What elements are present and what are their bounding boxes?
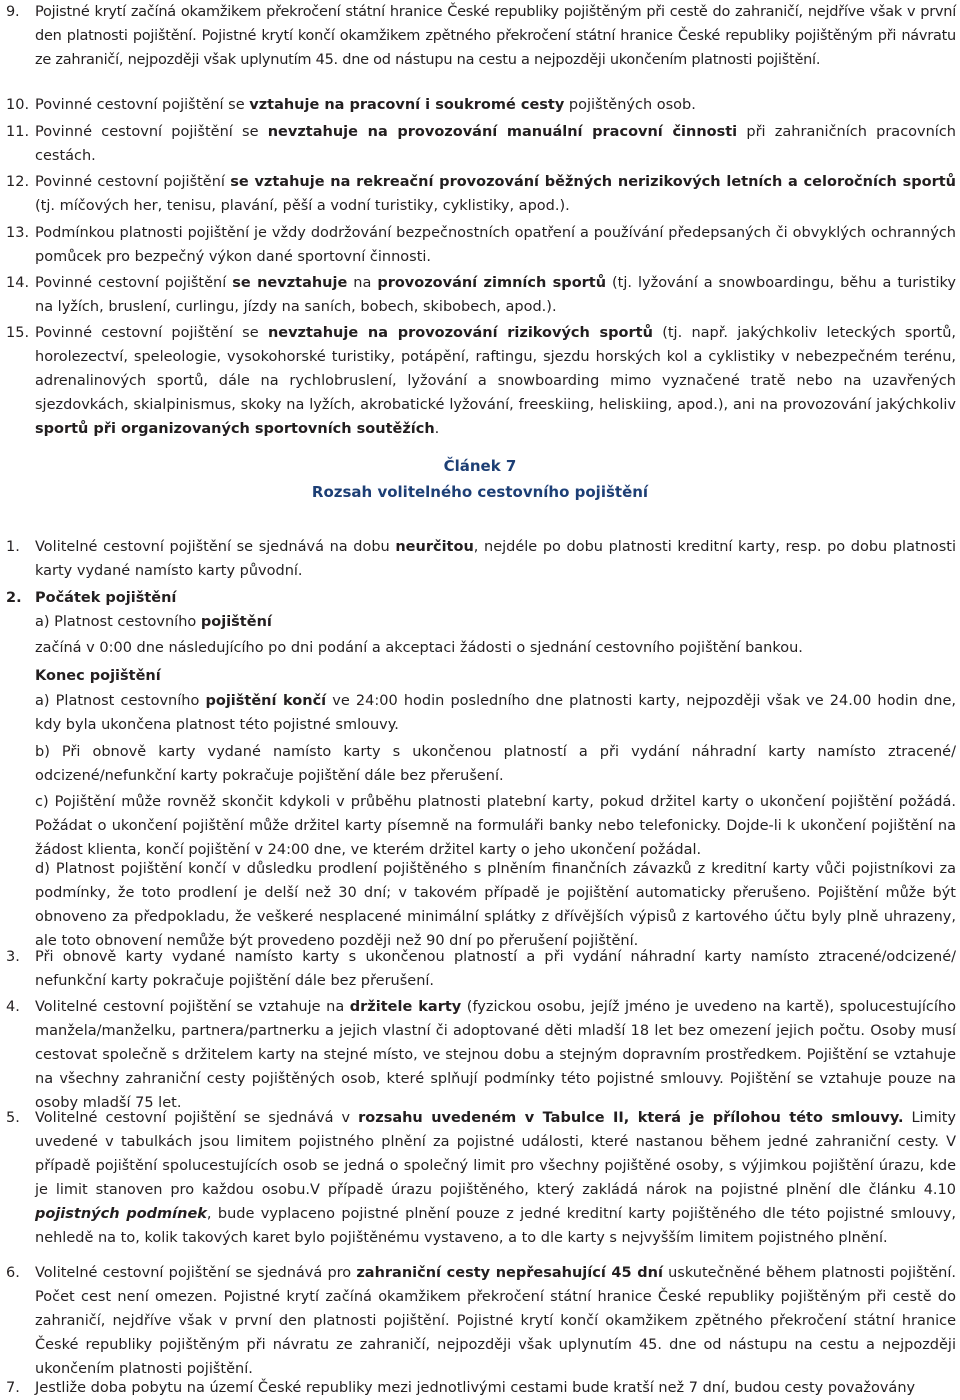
article-title: Rozsah volitelného cestovního pojištění <box>311 483 649 501</box>
item-number: 11. <box>6 124 30 140</box>
numbered-item <box>0 1106 956 1250</box>
bold-text: rozsahu uvedeném v Tabulce II, která je přílohou této smlouvy. <box>358 1110 904 1126</box>
item-text <box>35 120 956 168</box>
bold-text: se nevztahuje <box>232 275 348 291</box>
text-run: Povinné cestovní pojištění se <box>35 124 268 140</box>
numbered-item <box>0 271 956 319</box>
item-number: 13. <box>6 225 30 241</box>
item-number: 3. <box>6 949 20 965</box>
numbered-item <box>0 321 956 441</box>
text-run: na <box>347 275 378 291</box>
article-number: Článek 7 <box>443 457 517 475</box>
numbered-item <box>0 120 956 168</box>
text-run: ve 24:00 hodin posledního dne platnosti karty, nejpozději však ve 24.00 hodin dne, kdy byla ukončena platnost této pojistné smlouvy. <box>35 693 956 733</box>
item-number: 2. <box>6 590 22 606</box>
numbered-item <box>0 945 956 993</box>
text-run: Limity uvedené v tabulkách jsou limitem pojistného plnění za pojistné události, které nastanou během jedné zahraniční cesty. V případě pojištění spolucestujících osob se jedná o společný limit pro všechny pojištěné osoby, s výjimkou pojištění úrazu, kde je limit stanoven pro každou osobu.V případě úrazu pojištěného, který zakládá nárok na pojistné plnění dle článku 4.10 <box>35 1110 956 1198</box>
text-run: Při obnově karty vydané namísto karty s ukončenou platností a při vydání náhradní karty namísto ztracené/odcizené/ nefunkční karty pokračuje pojištění dále bez přerušení. <box>35 949 956 989</box>
text-run: Pojistné krytí začíná okamžikem překročení státní hranice České republiky pojištěným při cestě do zahraničí, nejdříve však v první den platnosti pojištění. Pojistné krytí končí okamžikem zpětného překročení státní hranice České republiky pojištěným při návratu ze zahraničí, nejpozději však uplynutím 45. dne od nástupu na cestu a nejpozději ukončením platnosti pojištění. <box>35 4 956 68</box>
text-run: c) Pojištění může rovněž skončit kdykoli v průběhu platnosti platební karty, pokud držitel karty o ukončení pojištění požádá. Požádat o ukončení pojištění může držitel karty písemně na formuláři banky nebo telefonicky. Dojde-li k ukončení pojištění na žádost klienta, končí pojištění v 24:00 dne, ve kterém držitel karty o jeho ukončení požádal. <box>35 794 956 858</box>
text-run: pojištěných osob. <box>564 97 696 113</box>
end-heading: Konec pojištění <box>35 668 161 684</box>
text-run: (fyzickou osobu, jejíž jméno je uvedeno na kartě), spolucestujícího manžela/manželku, partnera/partnerku a jejich vlastní či adoptované děti mladší 18 let bez omezení jejich počtu. Osoby musí cestovat společně s držitelem karty na stejné místo, ve stejnou dobu a stejným dopravním prostředkem. Pojištění se vztahuje na všechny zahraniční cesty pojištěných osob, které splňují podmínky této pojistné smlouvy. Pojištění se vztahuje pouze na osoby mladší 75 let. <box>35 999 956 1111</box>
text-run: (tj. např. jakýchkoliv leteckých sportů, horolezectví, speleologie, vysokohorské turistiky, potápění, raftingu, sjezdu horských kol a cyklistiky v nebezpečném terénu, adrenalinových sportů, dále na rychlobruslení, lyžování a snowboarding mimo vyznačené tratě nebo na uzavřených sjezdovkách, skialpinismus, skoky na lyžích, akrobatické lyžování, freeskiing, heliskiing, apod.), ani na provozování jakýchkoliv <box>35 325 957 413</box>
text-run: , nejdéle po dobu platnosti kreditní karty, resp. po dobu platnosti karty vydané namísto karty původní. <box>35 539 956 579</box>
numbered-item <box>0 535 956 583</box>
end-subitem <box>35 740 956 788</box>
bold-text: nevztahuje na provozování rizikových sportů <box>267 325 653 341</box>
item-text <box>35 1376 956 1400</box>
text-run: Podmínkou platnosti pojištění je vždy dodržování bezpečnostních opatření a používání předepsaných či obvyklých ochranných pomůcek pro bezpečný výkon dané sportovní činnosti. <box>35 225 956 265</box>
item-number: 4. <box>6 999 20 1015</box>
bold-text: se vztahuje na rekreační provozování běžných nerizikových letních a celoročních sportů <box>230 174 956 190</box>
text-run: (tj. lyžování a snowboardingu, běhu a turistiky na lyžích, bruslení, curlingu, jízdy na saních, bobech, skibobech, apod.). <box>35 275 956 315</box>
item-text <box>35 995 956 1115</box>
numbered-item <box>0 93 956 117</box>
item-heading: Počátek pojištění <box>35 590 177 606</box>
text-run: Povinné cestovní pojištění <box>35 275 233 291</box>
item-number: 14. <box>6 275 30 291</box>
bold-text: provozování zimních sportů <box>377 275 607 291</box>
text-run: Povinné cestovní pojištění <box>35 174 231 190</box>
numbered-item <box>0 0 956 72</box>
start-line-a: a) Platnost cestovního pojištění <box>35 614 272 630</box>
numbered-item <box>0 170 956 218</box>
bold-text: pojištění končí <box>205 693 327 709</box>
text-run: d) Platnost pojištění končí v důsledku prodlení pojištěného s plněním finančních závazků z kreditní karty vůči pojistníkovi za podmínky, že toto prodlení je delší než 30 dní; v takovém případě je pojištění automaticky přerušeno. Pojištění může být obnoveno za předpokladu, že veškeré nesplacené minimální splátky z dřívějších výpisů z kartového účtu byly plně uhrazeny, ale toto obnovení nemůže být provedeno později než 90 dní po přerušení pojištění. <box>35 861 956 949</box>
end-subitem <box>35 857 956 953</box>
item-text <box>35 0 956 72</box>
start-line-text: začíná v 0:00 dne následujícího po dni podání a akceptaci žádosti o sjednání cestovního pojištění bankou. <box>35 640 803 656</box>
bold-text: zahraniční cesty nepřesahující 45 dní <box>356 1265 663 1281</box>
bold-text: držitele karty <box>349 999 462 1015</box>
text-run: při zahraničních pracovních cestách. <box>35 124 957 164</box>
text-run: Volitelné cestovní pojištění se sjednává pro <box>35 1265 357 1281</box>
text-run: Jestliže doba pobytu na území České republiky mezi jednotlivými cestami bude kratší než 7 dní, budou cesty považovány <box>35 1380 916 1396</box>
numbered-item-2 <box>0 586 956 610</box>
bold-text: neurčitou <box>395 539 474 555</box>
item-text <box>35 93 956 117</box>
item-text <box>35 1261 956 1381</box>
end-subitem <box>35 689 956 737</box>
text-run: Povinné cestovní pojištění se <box>35 325 268 341</box>
end-subitem <box>35 790 956 862</box>
text-run: . <box>434 421 440 437</box>
item-number: 1. <box>6 539 20 555</box>
item-number: 6. <box>6 1265 20 1281</box>
item-text <box>35 945 956 993</box>
item-number: 5. <box>6 1110 20 1126</box>
text-run: , bude vyplaceno pojistné plnění pouze z jedné kreditní karty pojištěného dle této pojistné smlouvy, nehledě na to, kolik takových karet bylo pojištěnému vystaveno, a to dle karty s nejvyšším limitem pojistného plnění. <box>35 1206 956 1246</box>
item-text <box>35 535 956 583</box>
text-run: Povinné cestovní pojištění se <box>35 97 250 113</box>
item-text <box>35 271 956 319</box>
item-number: 7. <box>6 1380 20 1396</box>
bold-text: vztahuje na pracovní i soukromé cesty <box>249 97 565 113</box>
item-text <box>35 321 956 441</box>
bold-text: pojistných podmínek <box>35 1206 207 1222</box>
bold-text: sportů při organizovaných sportovních soutěžích <box>35 421 435 437</box>
item-text <box>35 221 956 269</box>
item-number: 9. <box>6 4 20 20</box>
text-run: Volitelné cestovní pojištění se sjednává v <box>35 1110 359 1126</box>
item-number: 15. <box>6 325 30 341</box>
numbered-item <box>0 1376 956 1400</box>
text-run: a) Platnost cestovního <box>35 693 206 709</box>
bold-text: nevztahuje na provozování manuální pracovní činnosti <box>267 124 738 140</box>
item-number: 12. <box>6 174 30 190</box>
item-text <box>35 170 956 218</box>
text-run: Volitelné cestovní pojištění se vztahuje na <box>35 999 350 1015</box>
numbered-item <box>0 221 956 269</box>
numbered-item <box>0 995 956 1115</box>
item-text <box>35 1106 956 1250</box>
numbered-item <box>0 1261 956 1381</box>
text-run: Volitelné cestovní pojištění se sjednává na dobu <box>35 539 396 555</box>
text-run: b) Při obnově karty vydané namísto karty s ukončenou platností a při vydání náhradní karty namísto ztracené/ odcizené/nefunkční karty pokračuje pojištění dále bez přerušení. <box>35 744 956 784</box>
item-number: 10. <box>6 97 30 113</box>
text-run: uskutečněné během platnosti pojištění. Počet cest není omezen. Pojistné krytí začíná okamžikem překročení státní hranice České republiky pojištěným při cestě do zahraničí, nejdříve však v první den platnosti pojištění. Pojistné krytí končí okamžikem zpětného překročení státní hranice České republiky pojištěným při návratu ze zahraničí, nejpozději však uplynutím 45. dne od nástupu na cestu a nejpozději ukončením platnosti pojištění. <box>35 1265 956 1377</box>
text-run: (tj. míčových her, tenisu, plavání, pěší a vodní turistiky, cyklistiky, apod.). <box>35 198 570 214</box>
